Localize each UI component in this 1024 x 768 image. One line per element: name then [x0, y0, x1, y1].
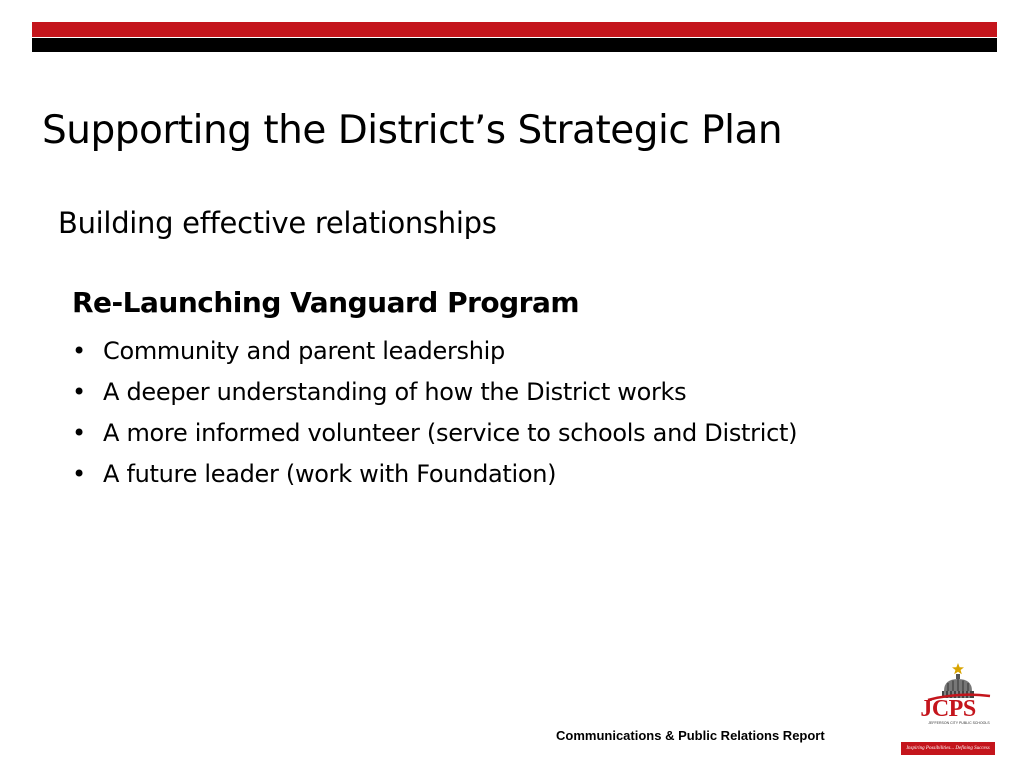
- bullet-icon: •: [72, 460, 86, 488]
- footer-report-label: Communications & Public Relations Report: [556, 728, 825, 743]
- slide-subtitle: Building effective relationships: [58, 206, 497, 240]
- bullet-item: [72, 417, 797, 458]
- bullet-icon: •: [72, 337, 86, 365]
- header-red-bar: [32, 22, 997, 37]
- header-black-bar: [32, 38, 997, 52]
- logo-district-name: JEFFERSON CITY PUBLIC SCHOOLS: [928, 721, 990, 725]
- bullet-icon: •: [72, 378, 86, 406]
- bullet-text: A future leader (work with Foundation): [103, 460, 557, 488]
- bullet-text: Community and parent leadership: [103, 337, 505, 365]
- logo-letters: JCPS: [920, 696, 976, 722]
- bullet-item: [72, 335, 797, 376]
- jcps-logo: [898, 662, 998, 760]
- bullet-list: [72, 335, 797, 499]
- slide-title: Supporting the District’s Strategic Plan: [42, 108, 783, 153]
- bullet-item: [72, 458, 797, 499]
- section-heading: Re-Launching Vanguard Program: [72, 286, 580, 319]
- logo-tagline: Inspiring Possibilities... Defining Success: [901, 742, 995, 755]
- bullet-icon: •: [72, 419, 86, 447]
- bullet-text: A deeper understanding of how the District works: [103, 378, 687, 406]
- bullet-item: [72, 376, 797, 417]
- bullet-text: A more informed volunteer (service to schools and District): [103, 419, 798, 447]
